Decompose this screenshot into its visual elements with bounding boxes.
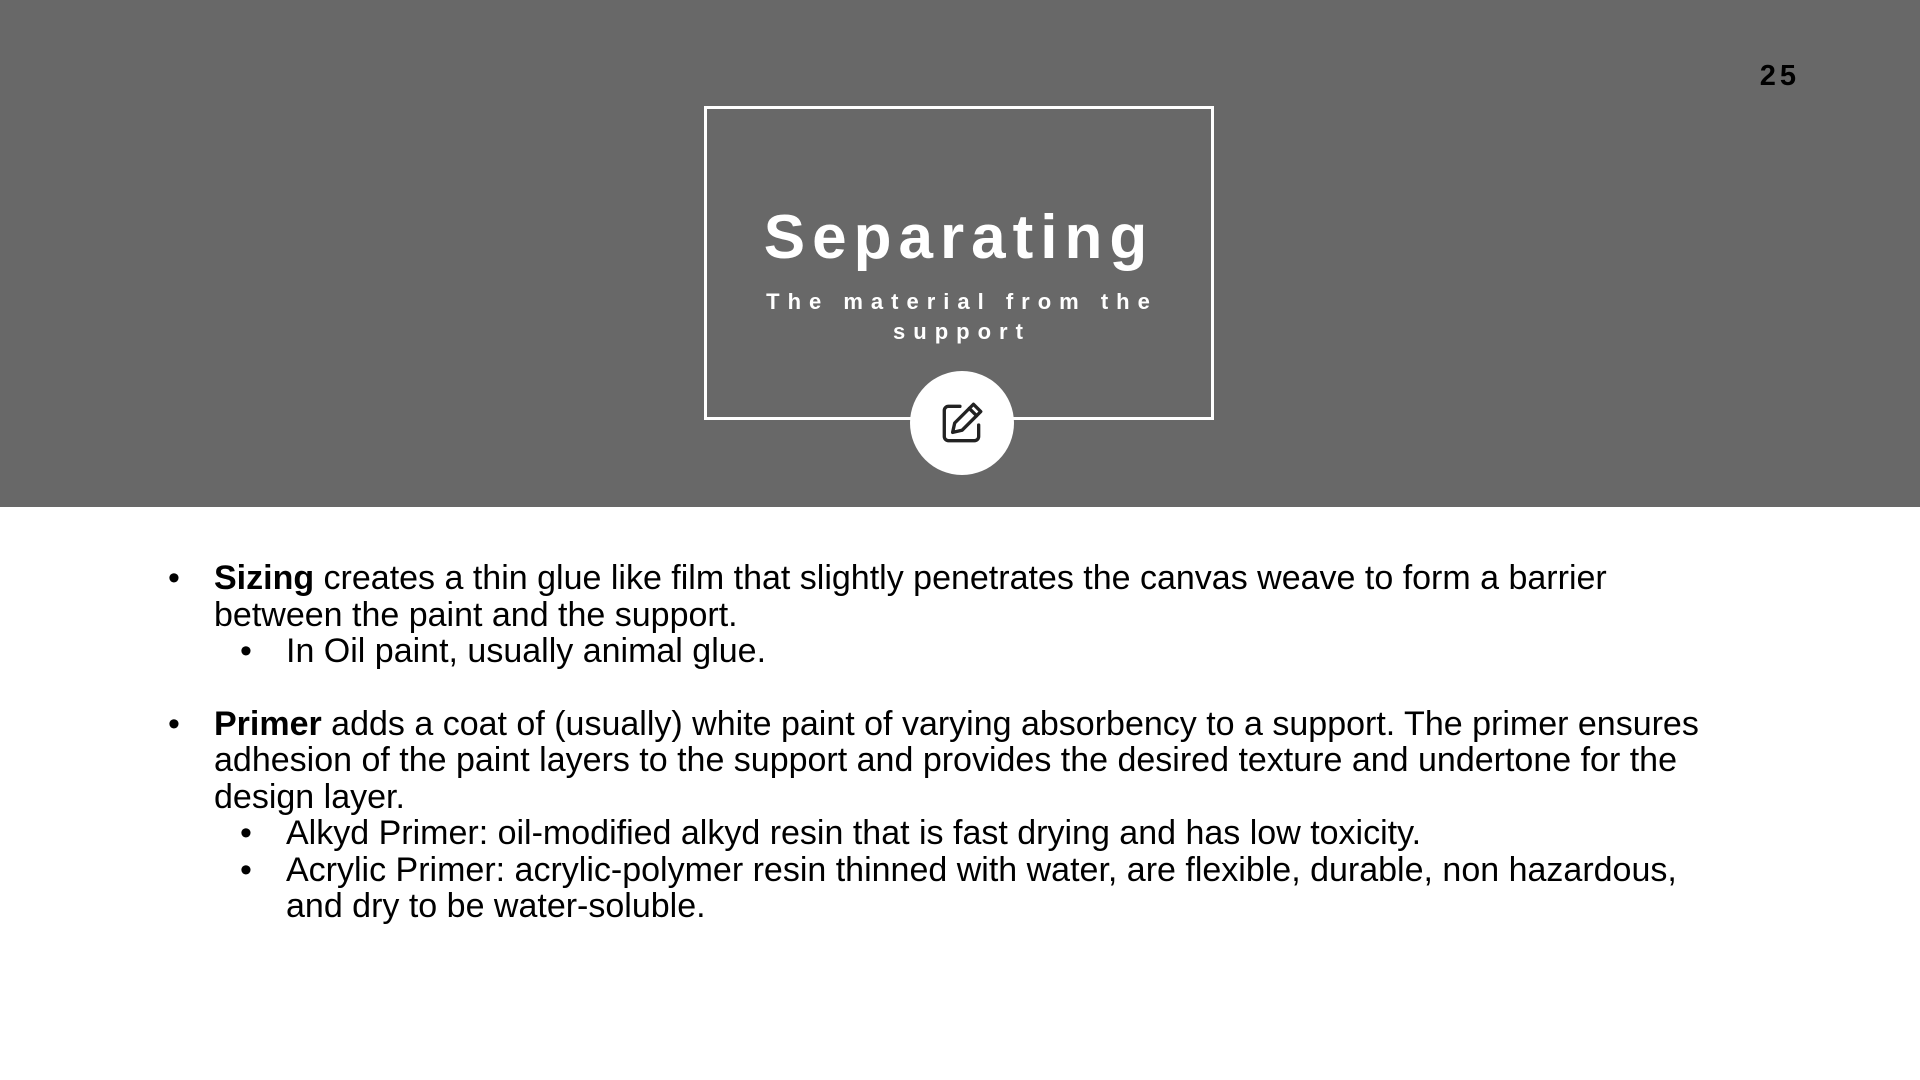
edit-icon-badge — [910, 371, 1014, 475]
sizing-description: creates a thin glue like film that slightly penetrates the canvas weave to form a barrier between the paint and the support. — [214, 559, 1607, 634]
list-item-sizing-oil: • In Oil paint, usually animal glue. — [236, 633, 1724, 670]
edit-icon — [937, 398, 987, 448]
list-item-primer — [164, 706, 1724, 816]
list-item-alkyd-primer: • Alkyd Primer: oil-modified alkyd resin that is fast drying and has low toxicity. — [236, 815, 1724, 852]
slide-subtitle: The material from the support — [766, 289, 1158, 344]
term-primer: Primer — [214, 704, 322, 743]
primer-description: adds a coat of (usually) white paint of varying absorbency to a support. The primer ensures adhesion of the paint layers to the support and provides the desired texture and undertone for the design layer. — [214, 704, 1699, 816]
list-item-acrylic-primer: • Acrylic Primer: acrylic-polymer resin thinned with water, are flexible, durable, non hazardous, and dry to be water-soluble. — [236, 852, 1724, 925]
term-sizing: Sizing — [214, 559, 315, 597]
slide-body — [164, 560, 1724, 925]
page-number: 25 — [1759, 60, 1800, 92]
list-item-sizing — [164, 560, 1724, 633]
list-spacer — [164, 670, 1724, 706]
slide-title: Separating — [763, 203, 1155, 272]
